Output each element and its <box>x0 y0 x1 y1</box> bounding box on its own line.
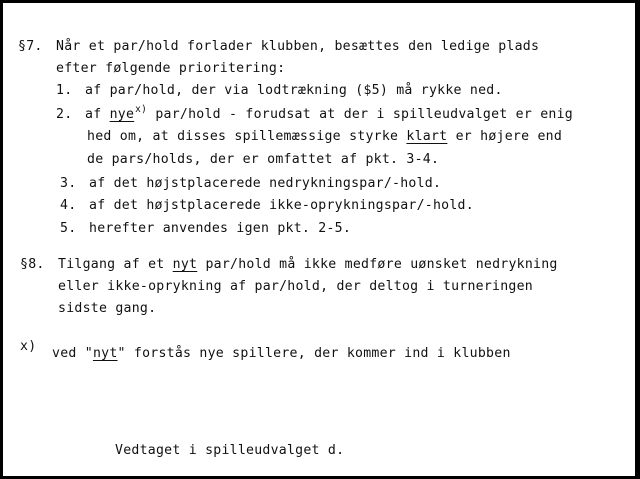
item-2-pre: af <box>85 107 102 122</box>
section-8-line-1 <box>58 257 558 273</box>
item-3-text: af det højstplacerede nedrykningspar/-hold. <box>89 176 442 191</box>
footnote-pre: ved " <box>52 346 93 361</box>
item-4-text: af det højstplacerede ikke-oprykningspar/-hold. <box>89 198 474 213</box>
item-1-text: af par/hold, der via lodtrækning ($5) må rykke ned. <box>85 83 503 98</box>
item-2-line-2 <box>87 129 562 145</box>
section-8-line-3: sidste gang. <box>58 301 157 316</box>
item-2-nye-underlined: nye <box>109 107 135 122</box>
footnote-text <box>52 346 511 362</box>
item-2-rest: par/hold - forudsat at der i spilleudvalget er enig <box>155 107 573 122</box>
footnote-mark: x) <box>20 339 37 354</box>
item-5-number: 5. <box>60 221 77 236</box>
item-2-line-1 <box>85 104 573 124</box>
footnote-post: " forstås nye spillere, der kommer ind i klubben <box>117 346 511 361</box>
item-4-number: 4. <box>60 198 77 213</box>
item-5-text: herefter anvendes igen pkt. 2-5. <box>89 221 352 236</box>
section-7-number: §7. <box>18 39 43 54</box>
section-8-post: par/hold må ikke medføre uønsket nedrykning <box>205 257 558 272</box>
footnote-marker-superscript: x) <box>135 104 148 115</box>
item-2-line-3: de pars/holds, der er omfattet af pkt. 3-4. <box>87 152 440 167</box>
item-2-cont-pre: hed om, at disses spillemæssige styrke <box>87 129 399 144</box>
section-8-nyt-underlined: nyt <box>172 257 198 272</box>
section-7-line-2: efter følgende prioritering: <box>56 61 286 76</box>
section-8-number: §8. <box>20 257 45 272</box>
document-page <box>3 3 635 476</box>
item-2-number: 2. <box>56 107 73 122</box>
item-2-klart-underlined: klart <box>406 129 448 144</box>
footnote-nyt-underlined: nyt <box>92 346 118 361</box>
item-2-cont-post: er højere end <box>455 129 563 144</box>
section-8-line-2: eller ikke-oprykning af par/hold, der deltog i turneringen <box>58 279 533 294</box>
adopted-line: Vedtaget i spilleudvalget d. <box>115 443 345 458</box>
section-7-line-1: Når et par/hold forlader klubben, besættes den ledige plads <box>56 39 540 54</box>
item-3-number: 3. <box>60 176 77 191</box>
section-8-pre: Tilgang af et <box>58 257 165 272</box>
item-1-number: 1. <box>56 83 73 98</box>
